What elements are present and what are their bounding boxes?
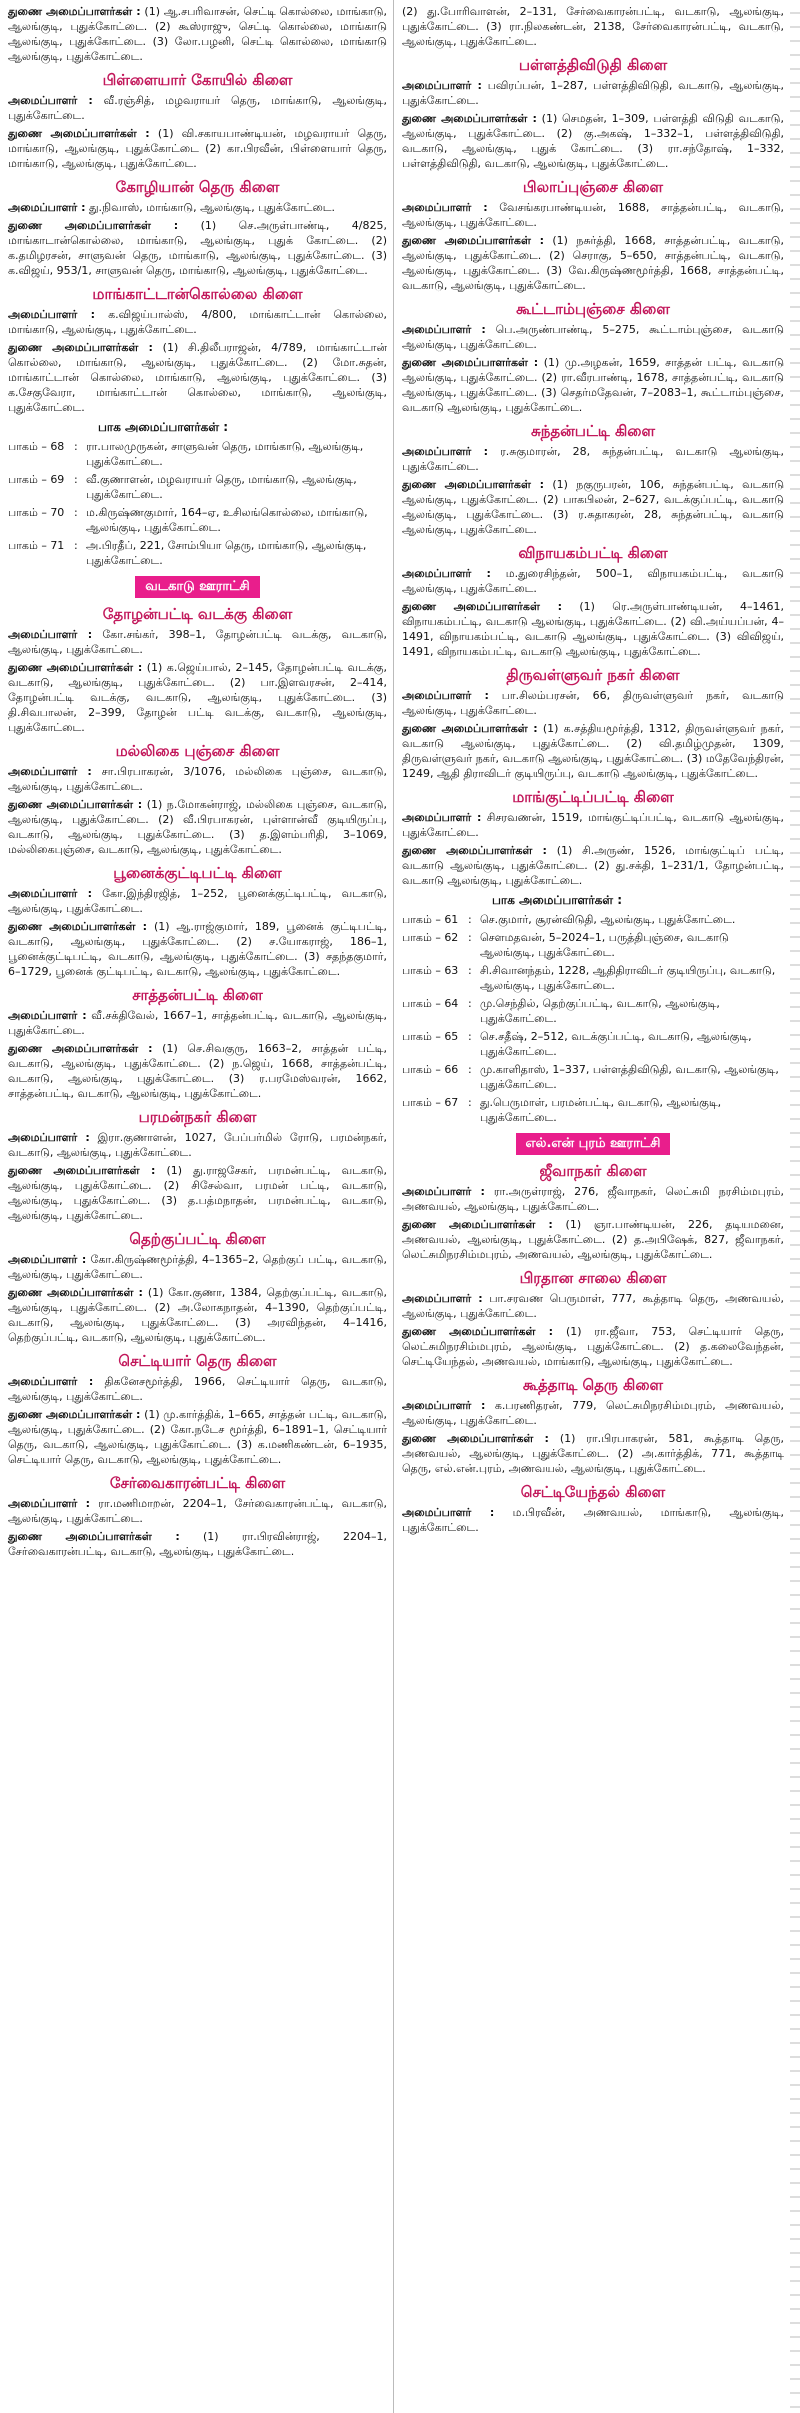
ward-entry [402, 930, 784, 960]
adjacent-column-edge [790, 0, 800, 2413]
ward-colon: : [468, 931, 472, 944]
branch-heading: மல்லிகை புஞ்சை கிளை [115, 742, 280, 760]
ward-organiser-details: செ.குமார், சூரன்விடுதி, ஆலங்குடி, புதுக்கோட்டை. [480, 913, 736, 926]
ward-entry [8, 538, 387, 568]
organiser-details: திகனேசமூர்த்தி, 1966, செட்டியார் தெரு, வடகாடு, ஆலங்குடி, புதுக்கோட்டை. [8, 1375, 387, 1403]
organiser-details: பா.சிலம்பரசன், 66, திருவள்ளுவர் நகர், வடகாடு ஆலங்குடி, புதுக்கோட்டை. [402, 689, 784, 717]
ward-organisers-subheading: பாக அமைப்பாளர்கள் : [492, 893, 623, 907]
ward-colon: : [468, 913, 472, 926]
ward-entry [402, 1095, 784, 1125]
organiser-entry [8, 797, 387, 857]
ward-colon: : [468, 1063, 472, 1076]
ward-colon: : [74, 473, 78, 486]
branch-heading: மாங்குட்டிப்பட்டி கிளை [512, 788, 674, 806]
branch-heading: சேர்வைகாரன்பட்டி கிளை [109, 1474, 286, 1492]
organiser-details: சா.பிரபாகரன், 3/1076, மல்லிகை புஞ்சை, வடகாடு, ஆலங்குடி, புதுக்கோட்டை. [8, 765, 387, 793]
role-label: அமைப்பாளர் : [8, 628, 93, 641]
organiser-entry [402, 355, 784, 415]
organiser-details: வேசங்கரபாண்டியன், 1688, சாத்தன்பட்டி, வடகாடு, ஆலங்குடி, புதுக்கோட்டை. [402, 201, 785, 229]
ward-colon: : [74, 539, 78, 552]
organiser-details: (1) ரா.பிரவின்ராஜ், 2204–1, சேர்வைகாரன்பட்டி, வடகாடு, ஆலங்குடி, புதுக்கோட்டை. [8, 1530, 387, 1558]
organiser-details: சிசரவணன், 1519, மாங்குட்டிப்பட்டி, வடகாடு ஆலங்குடி, புதுக்கோட்டை. [402, 811, 784, 839]
organiser-details: (1) மு.கார்த்திக், 1–665, சாத்தன் பட்டி, வடகாடு, ஆலங்குடி, புதுக்கோட்டை. (2) கோ.நடேச மூர்த்தி, 6–1891–1, செட்டியார் தெரு, வடகாடு, ஆலங்குடி, புதுக்கோட்டை. (3) க.மணிகண்டன், 6–1935, செட்டியார் தெரு, வடகாடு, ஆலங்குடி, புதுக்கோட்டை. [8, 1408, 387, 1466]
role-label: துணை அமைப்பாளர்கள் : [402, 478, 544, 491]
organiser-entry [402, 1398, 784, 1428]
organiser-entry [402, 111, 784, 171]
role-label: துணை அமைப்பாளர்கள் : [8, 1530, 180, 1543]
organiser-details: (1) ஞா.பாண்டியன், 226, தடியமனை, அணவயல், ஆலங்குடி, புதுக்கோட்டை. (2) த.அபிஷேக், 827, ஜீவாநகர், லெட்சுமிநரசிம்மபுரம், அணவயல், ஆலங்குடி, புதுக்கோட்டை. [402, 1218, 784, 1261]
right-column [394, 0, 790, 2413]
role-label: அமைப்பாளர் : [402, 79, 482, 92]
role-label: அமைப்பாளர் : [8, 201, 86, 214]
ward-organiser-details: சௌமதவன், 5–2024–1, பருத்திபுஞ்சை, வடகாடு ஆலங்குடி, புதுக்கோட்டை. [480, 931, 729, 959]
ward-colon: : [74, 440, 78, 453]
role-label: அமைப்பாளர் : [402, 811, 482, 824]
organiser-details: (1) க.சத்தியமூர்த்தி, 1312, திருவள்ளுவர் நகர், வடகாடு ஆலங்குடி, புதுக்கோட்டை. (2) வி.தமிழ்முதன், 1309, திருவள்ளுவர் நகர், வடகாடு ஆலங்குடி, புதுக்கோட்டை. (3) மதேவேந்திரன், 1249, ஆதி திராவிடர் குடியிருப்பு, வடகாடு ஆலங்குடி, புதுக்கோட்டை. [402, 722, 784, 780]
role-label: அமைப்பாளர் : [8, 308, 96, 321]
ward-colon: : [74, 506, 78, 519]
organiser-entry [8, 93, 387, 123]
role-label: துணை அமைப்பாளர்கள் : [8, 1164, 156, 1177]
ward-entry [8, 472, 387, 502]
ward-number: பாகம் – 70 [8, 506, 65, 519]
organiser-details: (1) சி.அருண், 1526, மாங்குட்டிப் பட்டி, வடகாடு ஆலங்குடி, புதுக்கோட்டை. (2) து.சக்தி, 1–231/1, தோழன்பட்டி, வடகாடு ஆலங்குடி, புதுக்கோட்டை. [402, 844, 785, 887]
organiser-entry [8, 1041, 387, 1101]
organiser-entry [402, 4, 784, 49]
organiser-entry [8, 764, 387, 794]
branch-heading: செட்டியேந்தல் கிளை [520, 1483, 666, 1501]
role-label: அமைப்பாளர் : [8, 94, 93, 107]
role-label: துணை அமைப்பாளர்கள் : [402, 722, 538, 735]
organiser-details: (1) நகுருபரன், 106, சுந்தன்பட்டி, வடகாடு ஆலங்குடி, புதுக்கோட்டை. (2) பாகபிலன், 2–627, வடக்குப்பட்டி, வடகாடு ஆலங்குடி, புதுக்கோட்டை. (3) ர.சுதாகரன், 28, சுந்தன்பட்டி, வடகாடு ஆலங்குடி, புதுக்கோட்டை. [402, 478, 785, 536]
organiser-entry [402, 1505, 784, 1535]
ward-organiser-details: ம.கிருஷ்ணகுமார், 164–ஏ, உசிலங்கொல்லை, மாங்காடு, ஆலங்குடி, புதுக்கோட்டை. [86, 506, 368, 534]
ward-organiser-details: அ.பிரதீப், 221, சோம்பியா தெரு, மாங்காடு, ஆலங்குடி, புதுக்கோட்டை. [86, 539, 367, 567]
organiser-details: து.நிவாஸ், மாங்காடு, ஆலங்குடி, புதுக்கோட்டை. [89, 201, 335, 214]
organiser-entry [8, 1163, 387, 1223]
organiser-details: க.பரணிதரன், 779, லெட்சுமிநரசிம்மபுரம், அணவயல், ஆலங்குடி, புதுக்கோட்டை. [402, 1399, 784, 1427]
ward-number: பாகம் – 64 [402, 997, 459, 1010]
role-label: துணை அமைப்பாளர்கள் : [402, 1325, 554, 1338]
role-label: அமைப்பாளர் : [8, 1253, 87, 1266]
role-label: துணை அமைப்பாளர்கள் : [8, 1042, 153, 1055]
organiser-entry [402, 810, 784, 840]
ward-number: பாகம் – 68 [8, 440, 65, 453]
ward-organisers-subheading: பாக அமைப்பாளர்கள் : [98, 420, 229, 434]
organiser-details: பெ.அருண்பாண்டி, 5–275, கூட்டாம்புஞ்சை, வடகாடு ஆலங்குடி, புதுக்கோட்டை. [402, 323, 784, 351]
organiser-details: (2) து.போரிவாளன், 2–131, சேர்வைகாரன்பட்டி, வடகாடு, ஆலங்குடி, புதுக்கோட்டை. (3) ரா.நிலகண்டன், 2138, சேர்வைகாரன்பட்டி, வடகாடு, ஆலங்குடி, புதுக்கோட்டை. [402, 5, 784, 48]
ward-number: பாகம் – 66 [402, 1063, 459, 1076]
organiser-details: (1) கோ.குணா, 1384, தெற்குப்பட்டி, வடகாடு, ஆலங்குடி, புதுக்கோட்டை. (2) அ.லோகநாதன், 4–1390, தெற்குப்பட்டி, வடகாடு, ஆலங்குடி, புதுக்கோட்டை. (3) அரவிந்தன், 4–1416, தெற்குப்பட்டி, வடகாடு, ஆலங்குடி, புதுக்கோட்டை. [8, 1286, 387, 1344]
branch-heading: மாங்காட்டான்கொல்லை கிளை [92, 285, 303, 303]
role-label: துணை அமைப்பாளர்கள் : [402, 1218, 553, 1231]
branch-heading: திருவள்ளுவர் நகர் கிளை [506, 666, 680, 684]
organiser-entry [8, 919, 387, 979]
organiser-details: ர.சுகுமாரன், 28, சுந்தன்பட்டி, வடகாடு ஆலங்குடி, புதுக்கோட்டை. [402, 445, 784, 473]
role-label: அமைப்பாளர் : [8, 1497, 91, 1510]
ward-organiser-details: மு.காளிதாஸ், 1–337, பள்ளத்திவிடுதி, வடகாடு, ஆலங்குடி, புதுக்கோட்டை. [480, 1063, 779, 1091]
role-label: துணை அமைப்பாளர்கள் : [8, 661, 143, 674]
organiser-details: (1) ஆ.ராஜ்குமார், 189, பூனைக் குட்டிபட்டி, வடகாடு, ஆலங்குடி, புதுக்கோட்டை. (2) ச.யோகராஜ், 186–1, பூனைக்குட்டிபட்டி, வடகாடு, ஆலங்குடி, புதுக்கோட்டை. (3) சதந்தகுமார், 6–1729, பூனைக் குட்டிபட்டி, வடகாடு, ஆலங்குடி, புதுக்கோட்டை. [8, 920, 388, 978]
organiser-entry [402, 78, 784, 108]
role-label: அமைப்பாளர் : [402, 1185, 485, 1198]
role-label: அமைப்பாளர் : [8, 765, 92, 778]
organiser-entry [402, 688, 784, 718]
branch-heading: விநாயகம்பட்டி கிளை [518, 544, 668, 562]
role-label: அமைப்பாளர் : [8, 887, 93, 900]
role-label: அமைப்பாளர் : [402, 1292, 483, 1305]
organiser-details: (1) ரா.பிரபாகரன், 581, கூத்தாடி தெரு, அணவயல், ஆலங்குடி, புதுக்கோட்டை. (2) அ.கார்த்திக், 771, கூத்தாடி தெரு, எல்.என்.புரம், அணவயல், ஆலங்குடி, புதுக்கோட்டை. [402, 1432, 785, 1475]
ward-colon: : [468, 1096, 472, 1109]
organiser-entry [8, 200, 387, 215]
branch-heading: பிலாப்புஞ்சை கிளை [522, 178, 664, 196]
organiser-entry [402, 1291, 784, 1321]
organiser-entry [402, 200, 784, 230]
organiser-entry [8, 218, 387, 278]
organiser-entry [402, 444, 784, 474]
organiser-entry [402, 721, 784, 781]
organiser-entry [8, 1529, 387, 1559]
role-label: அமைப்பாளர் : [402, 689, 489, 702]
ward-organiser-details: செ.சதீஷ், 2–512, வடக்குப்பட்டி, வடகாடு, ஆலங்குடி, புதுக்கோட்டை. [480, 1030, 752, 1058]
branch-heading: சாத்தன்பட்டி கிளை [132, 986, 263, 1004]
organiser-details: ரா.அருள்ராஜ், 276, ஜீவாநகர், லெட்சுமி நரசிம்மபுரம், அணவயல், ஆலங்குடி, புதுக்கோட்டை. [402, 1185, 784, 1213]
organiser-entry [8, 1374, 387, 1404]
role-label: அமைப்பாளர் : [402, 567, 491, 580]
role-label: துணை அமைப்பாளர்கள் : [402, 112, 537, 125]
role-label: துணை அமைப்பாளர்கள் : [8, 341, 153, 354]
ward-entry [402, 1029, 784, 1059]
ward-entry [402, 912, 784, 927]
organiser-entry [8, 627, 387, 657]
organiser-entry [8, 4, 387, 64]
organiser-details: (1) ரா.ஜீவா, 753, செட்டியார் தெரு, லெட்சுமிநரசிம்மபுரம், ஆலங்குடி, புதுக்கோட்டை. (2) த.கலைவேந்தன், செட்டியேந்தல், அணவயல், மாங்காடு, ஆலங்குடி, புதுக்கோட்டை. [402, 1325, 785, 1368]
organiser-entry [8, 126, 387, 171]
role-label: துணை அமைப்பாளர்கள் : [402, 600, 562, 613]
branch-heading: பள்ளத்திவிடுதி கிளை [518, 56, 668, 74]
organiser-details: ம.பிரவீன், அணவயல், மாங்காடு, ஆலங்குடி, புதுக்கோட்டை. [402, 1506, 784, 1534]
ward-entry [8, 505, 387, 535]
role-label: அமைப்பாளர் : [8, 1375, 94, 1388]
organiser-details: (1) ந.மோகன்ராஜ், மல்லிகை புஞ்சை, வடகாடு, ஆலங்குடி, புதுக்கோட்டை. (2) வீ.பிரபாகரன், புள்ளான்வீ குடியிருப்பு, வடகாடு, ஆலங்குடி, புதுக்கோட்டை. (3) த.இளம்பரிதி, 3–1069, மல்லிகைபுஞ்சை, வடகாடு, ஆலங்குடி, புதுக்கோட்டை. [8, 798, 387, 856]
branch-heading: கோழியான் தெரு கிளை [115, 178, 280, 196]
organiser-details: (1) ரெ.அருள்பாண்டியன், 4–1461, விநாயகம்பட்டி, வடகாடு ஆலங்குடி, புதுக்கோட்டை. (2) வி.அய்யப்பன், 4–1491, விநாயகம்பட்டி, வடகாடு ஆலங்குடி, புதுக்கோட்டை. (3) விவிஜய், 1491, விநாயகம்பட்டி, வடகாடு ஆலங்குடி, புதுக்கோட்டை. [402, 600, 784, 658]
ward-organiser-details: ரா.பாலமுருகன், சாளுவன் தெரு, மாங்காடு, ஆலங்குடி, புதுக்கோட்டை. [86, 440, 364, 468]
organiser-details: (1) செமதன், 1–309, பள்ளத்தி விடுதி வடகாடு, ஆலங்குடி, புதுக்கோட்டை. (2) கு.அகஷ், 1–332–1, பள்ளத்திவிடுதி, வடகாடு, ஆலங்குடி, புதுக் கோட்டை. (3) ரா.சந்தோஷ், 1–332, பள்ளத்திவிடுதி, வடகாடு, ஆலங்குடி, புதுக்கோட்டை. [402, 112, 784, 170]
ward-colon: : [468, 964, 472, 977]
organiser-entry [8, 1130, 387, 1160]
organiser-details: வீ.சக்திவேல், 1667–1, சாத்தன்பட்டி, வடகாடு, ஆலங்குடி, புதுக்கோட்டை. [8, 1009, 387, 1037]
organiser-entry [402, 233, 784, 293]
branch-heading: பூனைக்குட்டிபட்டி கிளை [113, 864, 282, 882]
organiser-entry [8, 307, 387, 337]
organiser-entry [8, 1285, 387, 1345]
left-column [0, 0, 394, 2413]
branch-heading: கூட்டாம்புஞ்சை கிளை [516, 300, 670, 318]
ward-entry [8, 439, 387, 469]
organiser-details: (1) க.ஜெய்பால், 2–145, தோழன்பட்டி வடக்கு, வடகாடு, ஆலங்குடி, புதுக்கோட்டை. (2) பா.இளவரசன், 2–414, தோழன்பட்டி வடக்கு, வடகாடு, ஆலங்குடி, புதுக்கோட்டை. (3) தி.சிவபாலன், 2–399, தோழன் பட்டி வடக்கு, வடகாடு, ஆலங்குடி, புதுக்கோட்டை. [8, 661, 387, 734]
organiser-entry [402, 843, 784, 888]
ward-number: பாகம் – 67 [402, 1096, 459, 1109]
role-label: துணை அமைப்பாளர்கள் : [402, 1432, 549, 1445]
branch-heading: பரமன்நகர் கிளை [138, 1108, 257, 1126]
role-label: அமைப்பாளர் : [402, 1399, 486, 1412]
branch-heading: சுந்தன்பட்டி கிளை [530, 422, 655, 440]
organiser-entry [402, 322, 784, 352]
organiser-entry [402, 1217, 784, 1262]
role-label: துணை அமைப்பாளர்கள் : [402, 234, 544, 247]
ward-number: பாகம் – 65 [402, 1030, 459, 1043]
role-label: அமைப்பாளர் : [402, 1506, 495, 1519]
organiser-entry [8, 340, 387, 415]
organiser-entry [8, 1252, 387, 1282]
branch-heading: தெற்குப்பட்டி கிளை [129, 1230, 266, 1248]
role-label: அமைப்பாளர் : [402, 323, 486, 336]
ward-organiser-details: மு.செந்தில், தெற்குப்பட்டி, வடகாடு, ஆலங்குடி, புதுக்கோட்டை. [480, 997, 720, 1025]
organiser-entry [402, 599, 784, 659]
organiser-entry [402, 1324, 784, 1369]
organiser-entry [8, 1496, 387, 1526]
branch-heading: ஜீவாநகர் கிளை [539, 1162, 647, 1180]
organiser-details: (1) நசுர்த்தி, 1668, சாத்தன்பட்டி, வடகாடு, ஆலங்குடி, புதுக்கோட்டை. (2) செராகு, 5–650, சாத்தன்பட்டி, வடகாடு, ஆலங்குடி, புதுக்கோட்டை. (3) வே.கிருஷ்ணமூர்த்தி, 1668, சாத்தன்பட்டி, வடகாடு, ஆலங்குடி, புதுக்கோட்டை. [402, 234, 784, 292]
organiser-details: (1) சி.திலீபராஜன், 4/789, மாங்காட்டான் கொல்லை, மாங்காடு, ஆலங்குடி, புதுக்கோட்டை. (2) மோ.சுதன், மாங்காட்டான் கொல்லை, மாங்காடு, ஆலங்குடி, புதுக்கோட்டை. (3) க.சேகுவேரா, மாங்காட்டான் கொல்லை, மாங்காடு, ஆலங்குடி, புதுக்கோட்டை. [8, 341, 388, 414]
organiser-details: கோ.கிருஷ்ணமூர்த்தி, 4–1365–2, தெற்குப் பட்டி, வடகாடு, ஆலங்குடி, புதுக்கோட்டை. [8, 1253, 387, 1281]
branch-heading: செட்டியார் தெரு கிளை [118, 1352, 277, 1370]
ward-organiser-details: சி.சிவானந்தம், 1228, ஆதிதிராவிடர் குடியிருப்பு, வடகாடு, ஆலங்குடி, புதுக்கோட்டை. [480, 964, 776, 992]
role-label: துணை அமைப்பாளர்கள் : [402, 844, 547, 857]
role-label: துணை அமைப்பாளர்கள் : [402, 356, 539, 369]
ward-entry [402, 1062, 784, 1092]
ward-organiser-details: வீ.குணாளன், மழவராயர் தெரு, மாங்காடு, ஆலங்குடி, புதுக்கோட்டை. [86, 473, 357, 501]
role-label: அமைப்பாளர் : [402, 445, 489, 458]
panchayat-banner: வடகாடு ஊராட்சி [135, 576, 259, 598]
organiser-details: இரா.குணாளன், 1027, பேப்பர்மில் ரோடு, பரமன்நகர், வடகாடு, ஆலங்குடி, புதுக்கோட்டை. [8, 1131, 387, 1159]
organiser-details: ரா.மணிமாறன், 2204–1, சேர்வைகாரன்பட்டி, வடகாடு, ஆலங்குடி, புதுக்கோட்டை. [8, 1497, 387, 1525]
role-label: துணை அமைப்பாளர்கள் : [8, 127, 150, 140]
organiser-details: ம.துரைசிந்தன், 500–1, விநாயகம்பட்டி, வடகாடு ஆலங்குடி, புதுக்கோட்டை. [402, 567, 784, 595]
ward-entry [402, 996, 784, 1026]
organiser-details: (1) து.ராஜசேகர், பரமன்பட்டி, வடகாடு, ஆலங்குடி, புதுக்கோட்டை. (2) சிசேல்வா, பரமன் பட்டி, வடகாடு, ஆலங்குடி, புதுக்கோட்டை. (3) த.பத்மநாதன், பரமன்பட்டி, வடகாடு, ஆலங்குடி, புதுக்கோட்டை. [8, 1164, 387, 1222]
organiser-details: (1) செ.சிவகுரு, 1663–2, சாத்தன் பட்டி, வடகாடு, ஆலங்குடி, புதுக்கோட்டை. (2) ந.ஜெய், 1668, சாத்தன்பட்டி, வடகாடு, ஆலங்குடி, புதுக்கோட்டை. (3) ர.பரமேஸ்வரன், 1662, சாத்தன்பட்டி, வடகாடு, ஆலங்குடி, புதுக்கோட்டை. [8, 1042, 388, 1100]
organiser-entry [8, 886, 387, 916]
organiser-entry [402, 477, 784, 537]
organiser-entry [402, 566, 784, 596]
branch-heading: பிரதான சாலை கிளை [519, 1269, 667, 1287]
organiser-entry [402, 1431, 784, 1476]
role-label: துணை அமைப்பாளர்கள் : [8, 920, 148, 933]
role-label: அமைப்பாளர் : [402, 201, 488, 214]
organiser-details: க.விஜய்பால்ஸ், 4/800, மாங்காட்டான் கொல்லை, மாங்காடு, ஆலங்குடி, புதுக்கோட்டை. [8, 308, 387, 336]
role-label: துணை அமைப்பாளர்கள் : [8, 5, 141, 18]
branch-heading: தோழன்பட்டி வடக்கு கிளை [102, 605, 293, 623]
organiser-details: கோ.சங்கர், 398–1, தோழன்பட்டி வடக்கு, வடகாடு, ஆலங்குடி, புதுக்கோட்டை. [8, 628, 387, 656]
role-label: துணை அமைப்பாளர்கள் : [8, 219, 179, 232]
ward-number: பாகம் – 63 [402, 964, 459, 977]
ward-number: பாகம் – 69 [8, 473, 65, 486]
ward-number: பாகம் – 71 [8, 539, 65, 552]
organiser-details: வீ.ரஞ்சித், மழவராயர் தெரு, மாங்காடு, ஆலங்குடி, புதுக்கோட்டை. [8, 94, 387, 122]
ward-colon: : [468, 1030, 472, 1043]
panchayat-banner: எல்.என் புரம் ஊராட்சி [516, 1133, 671, 1155]
role-label: துணை அமைப்பாளர்கள் : [8, 1286, 143, 1299]
organiser-details: (1) வி.சகாயபாண்டியன், மழவராயர் தெரு, மாங்காடு, ஆலங்குடி, புதுக்கோட்டை (2) கா.பிரவீன், பிள்ளையார் தெரு, மாங்காடு, ஆலங்குடி, புதுக்கோட்டை. [8, 127, 387, 170]
ward-entry [402, 963, 784, 993]
ward-organiser-details: து.பெருமாள், பரமன்பட்டி, வடகாடு, ஆலங்குடி, புதுக்கோட்டை. [480, 1096, 722, 1124]
ward-number: பாகம் – 61 [402, 913, 459, 926]
organiser-details: (1) ஆ.சபரிவாசன், செட்டி கொல்லை, மாங்காடு, ஆலங்குடி, புதுக்கோட்டை. (2) கூஸ்ராஜு, செட்டி கொல்லை, மாங்காடு ஆலங்குடி, புதுக்கோட்டை. (3) லோ.பழனி, செட்டி கொல்லை, மாங்காடு ஆலங்குடி, புதுக்கோட்டை. [8, 5, 387, 63]
branch-heading: கூத்தாடி தெரு கிளை [522, 1376, 664, 1394]
organiser-details: (1) செ.அருள்பாண்டி, 4/825, மாங்காடான்கொல்லை, மாங்காடு, ஆலங்குடி, புதுக் கோட்டை. (2) க.தமிழரசன், சாளுவன் தெரு, மாங்காடு, ஆலங்குடி, புதுக்கோட்டை. (3) க.விஜய், 953/1, சாளுவன் தெரு, மாங்காடு, ஆலங்குடி, புதுக்கோட்டை. [8, 219, 388, 277]
organiser-entry [8, 660, 387, 735]
branch-heading: பிள்ளையார் கோயில் கிளை [102, 71, 293, 89]
role-label: துணை அமைப்பாளர்கள் : [8, 1408, 141, 1421]
ward-colon: : [468, 997, 472, 1010]
organiser-entry [8, 1008, 387, 1038]
organiser-details: கோ.இந்திரஜித், 1–252, பூனைக்குட்டிபட்டி, வடகாடு, ஆலங்குடி, புதுக்கோட்டை. [8, 887, 387, 915]
organiser-details: பவிரப்பன், 1–287, பள்ளத்திவிடுதி, வடகாடு, ஆலங்குடி, புதுக்கோட்டை. [402, 79, 784, 107]
organiser-details: பா.சரவண பெருமாள், 777, கூத்தாடி தெரு, அணவயல், ஆலங்குடி, புதுக்கோட்டை. [402, 1292, 784, 1320]
role-label: அமைப்பாளர் : [8, 1009, 87, 1022]
ward-number: பாகம் – 62 [402, 931, 459, 944]
role-label: துணை அமைப்பாளர்கள் : [8, 798, 143, 811]
organiser-details: (1) மு.அழகன், 1659, சாத்தன் பட்டி, வடகாடு ஆலங்குடி, புதுக்கோட்டை. (2) ரா.வீரபாண்டி, 1678, சாத்தன்பட்டி, வடகாடு ஆலங்குடி, புதுக்கோட்டை. (3) செதர்மதேவன், 7–2083–1, கூட்டாம்புஞ்சை, வடகாடு ஆலங்குடி, புதுக்கோட்டை. [402, 356, 785, 414]
role-label: அமைப்பாளர் : [8, 1131, 90, 1144]
organiser-entry [8, 1407, 387, 1467]
organiser-entry [402, 1184, 784, 1214]
